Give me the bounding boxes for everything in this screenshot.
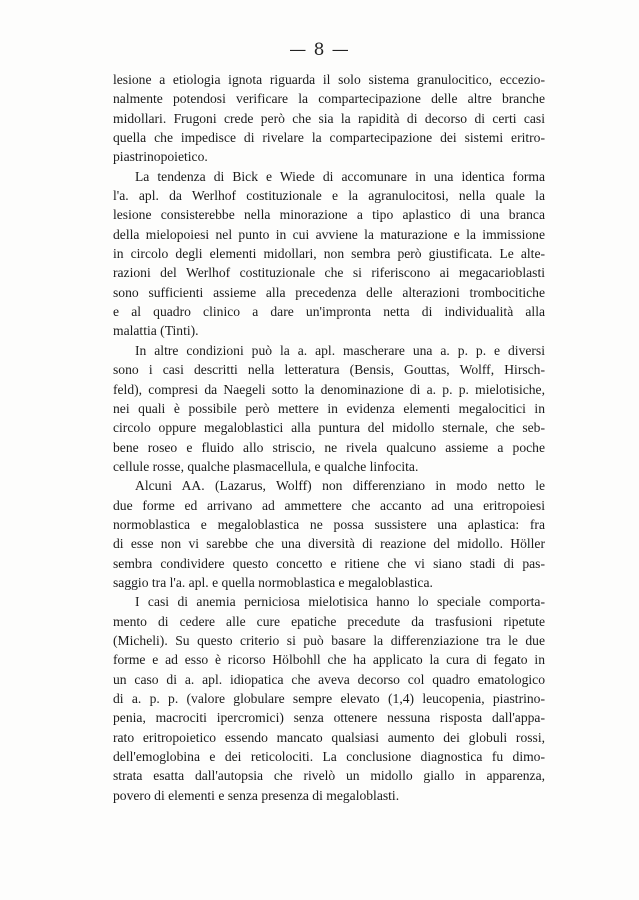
text-line: un caso di a. apl. idiopatica che aveva decorso col quadro ematologico	[113, 671, 545, 687]
text-line: La tendenza di Bick e Wiede di accomunare in una identica forma	[135, 168, 545, 184]
text-line: cellule rosse, qualche plasmacellula, e qualche linfocita.	[113, 458, 419, 474]
text-line: circolo oppure megaloblastici alla puntura del midollo sternale, che seb-	[113, 420, 545, 436]
text-line: sono i casi descritti nella letteratura (Bensis, Gouttas, Wolff, Hirsch-	[113, 362, 545, 378]
text-line: nei quali è possibile però mettere in evidenza elementi megalocitici in	[113, 400, 545, 416]
text-line: strata esatta dall'autopsia che rivelò un midollo giallo in apparenza,	[113, 768, 545, 784]
text-line: lesione consisterebbe nella minorazione a tipo aplastico di una branca	[113, 207, 545, 223]
text-line: l'a. apl. da Werlhof costituzionale e la agranulocitosi, nella quale la	[113, 188, 545, 204]
text-line: feld), compresi da Naegeli sotto la denominazione di a. p. p. mielotisiche,	[113, 381, 545, 397]
text-line: della mielopoiesi nel punto in cui avviene la maturazione e la immissione	[113, 226, 545, 242]
text-line: povero di elementi e senza presenza di megaloblasti.	[113, 787, 400, 803]
text-line: lesione a etiologia ignota riguarda il solo sistema granulocitico, eccezio-	[113, 72, 545, 87]
text-line: di esse non vi sarebbe che una diversità di reazione del midollo. Höller	[113, 536, 545, 552]
text-line: bene roseo e fluido allo striscio, ne rivela qualcuno assieme a poche	[113, 439, 545, 455]
text-line: forme e ad esso è ricorso Hölbohll che ha applicato la cura di fegato in	[113, 652, 545, 668]
text-line: mento di cedere alle cure epatiche precedute da trasfusioni ripetute	[113, 613, 545, 629]
text-line: in circolo degli elementi midollari, non sembra però giustificata. Le alte-	[113, 246, 545, 262]
text-line: penia, macrociti ipercromici) senza ottenere nessuna risposta dall'appa-	[113, 710, 545, 726]
page-number: — 8 —	[289, 40, 350, 60]
text-line: razioni del Werlhof costituzionale che si riferiscono ai megacarioblasti	[113, 265, 545, 281]
paragraph	[113, 476, 545, 592]
paragraph	[113, 167, 545, 341]
text-line: di a. p. p. (valore globulare sempre elevato (1,4) leucopenia, piastrino-	[113, 691, 545, 706]
text-line: rato eritropoietico essendo mancato qualsiasi aumento dei globuli rossi,	[113, 729, 545, 745]
text-line: I casi di anemia perniciosa mielotisica hanno lo speciale comporta-	[135, 594, 545, 610]
text-line: malattia (Tinti).	[113, 323, 199, 339]
paragraph	[113, 592, 545, 805]
text-line: In altre condizioni può la a. apl. mascherare una a. p. p. e diversi	[135, 342, 545, 358]
text-line: dell'emoglobina e dei reticolociti. La conclusione diagnostica fu dimo-	[113, 749, 545, 765]
text-line: piastrinopoietico.	[113, 149, 208, 165]
text-line: Alcuni AA. (Lazarus, Wolff) non differenziano in modo netto le	[135, 478, 545, 494]
text-line: sembra condividere questo concetto e ritiene che vi siano stadi di pas-	[113, 555, 545, 571]
text-line: normoblastica e megaloblastica ne possa sussistere una aplastica: fra	[113, 516, 545, 532]
text-line: saggio tra l'a. apl. e quella normoblastica e megaloblastica.	[113, 574, 433, 590]
text-line: due forme ed arrivano ad ammettere che accanto ad una eritropoiesi	[113, 497, 545, 513]
body-text	[113, 70, 545, 805]
text-line: (Micheli). Su questo criterio si può basare la differenziazione tra le due	[113, 632, 545, 648]
paragraph	[113, 341, 545, 476]
paragraph	[113, 70, 545, 167]
text-line: quella che impedisce di rivelare la compartecipazione dei sistemi eritro-	[113, 130, 545, 146]
text-line: e al quadro clinico a dare un'impronta netta di individualità alla	[113, 304, 545, 320]
text-line: midollari. Frugoni crede però che sia la rapidità di decorso di certi casi	[113, 110, 545, 126]
text-line: nalmente potendosi verificare la compartecipazione delle altre branche	[113, 91, 545, 107]
text-line: sono sufficienti assieme alla precedenza delle alterazioni trombocitiche	[113, 284, 545, 300]
